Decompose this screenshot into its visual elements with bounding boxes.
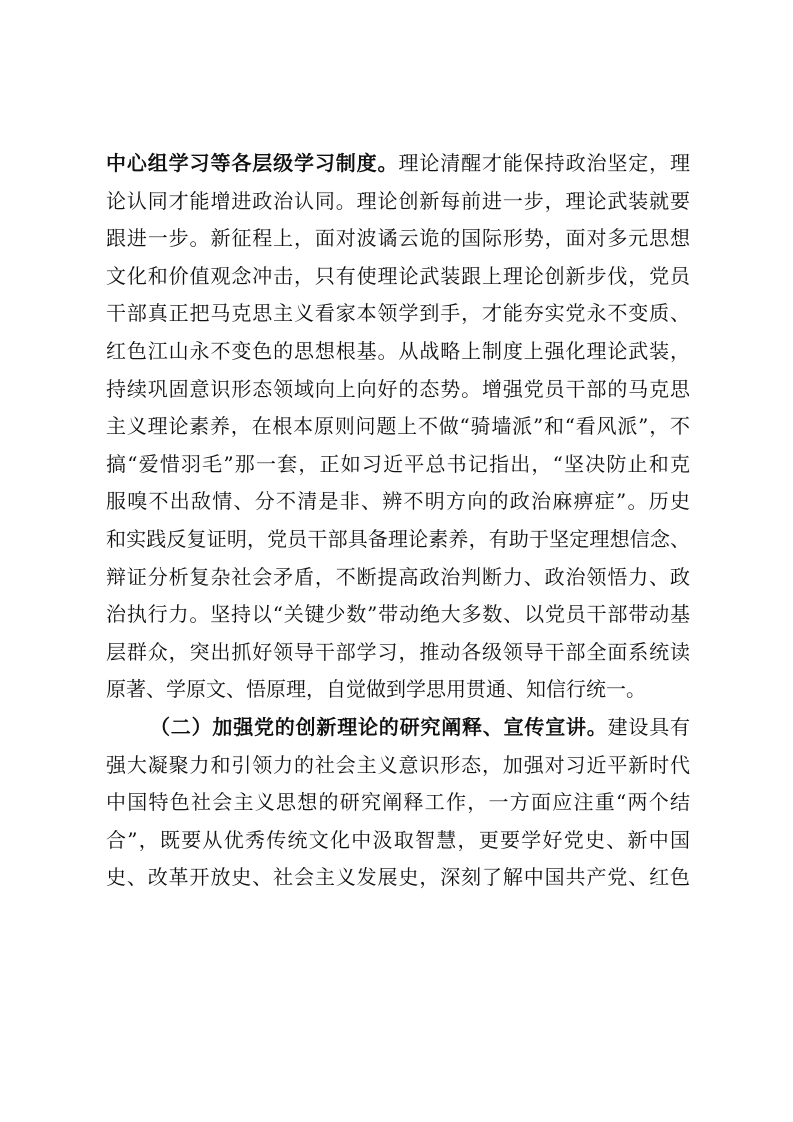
text-line: 干部真正把马克思主义看家本领学到手，才能夯实党永不变质、 <box>106 301 690 326</box>
text-line: 层群众，突出抓好领导干部学习，推动各级领导干部全面系统读 <box>106 639 690 664</box>
text-line: 红色江山永不变色的思想根基。从战略上制度上强化理论武装， <box>106 338 690 363</box>
section-heading-line <box>106 709 690 747</box>
text-line: 文化和价值观念冲击，只有使理论武装跟上理论创新步伐，党员 <box>106 263 690 288</box>
bold-phrase: 中心组学习等各层级学习制度。 <box>106 151 399 175</box>
text-span: 建设具有 <box>607 714 691 739</box>
text-line: 原著、学原文、悟原理，自觉做到学思用贯通、知信行统一。 <box>106 677 646 702</box>
text-line: 持续巩固意识形态领域向上向好的态势。增强党员干部的马克思 <box>106 376 690 401</box>
section-heading: （二）加强党的创新理论的研究阐释、宣传宣讲。 <box>150 714 608 739</box>
text-line: 和实践反复证明，党员干部具备理论素养，有助于坚定理想信念、 <box>106 526 690 551</box>
text-line: 服嗅不出敌情、分不清是非、辨不明方向的政治麻痹症”。历史 <box>106 489 690 514</box>
text-line: 强大凝聚力和引领力的社会主义意识形态，加强对习近平新时代 <box>106 752 690 777</box>
text-line: 主义理论素养，在根本原则问题上不做“骑墙派”和“看风派”，不 <box>106 414 690 439</box>
text-line: 中国特色社会主义思想的研究阐释工作，一方面应注重“两个结 <box>106 790 690 815</box>
text-line: 合”，既要从优秀传统文化中汲取智慧，更要学好党史、新中国 <box>106 827 690 852</box>
text-line <box>106 145 690 183</box>
text-line: 辩证分析复杂社会矛盾，不断提高政治判断力、政治领悟力、政 <box>106 564 690 589</box>
text-line: 史、改革开放史、社会主义发展史，深刻了解中国共产党、红色 <box>106 865 690 890</box>
text-line: 跟进一步。新征程上，面对波谲云诡的国际形势，面对多元思想 <box>106 226 690 251</box>
document-body <box>106 145 690 897</box>
text-line: 论认同才能增进政治认同。理论创新每前进一步，理论武装就要 <box>106 188 690 213</box>
text-line: 搞“爱惜羽毛”那一套，正如习近平总书记指出，“坚决防止和克 <box>106 451 690 476</box>
text-span: 理论清醒才能保持政治坚定，理 <box>398 151 691 175</box>
text-line: 治执行力。坚持以“关键少数”带动绝大多数、以党员干部带动基 <box>106 602 690 627</box>
